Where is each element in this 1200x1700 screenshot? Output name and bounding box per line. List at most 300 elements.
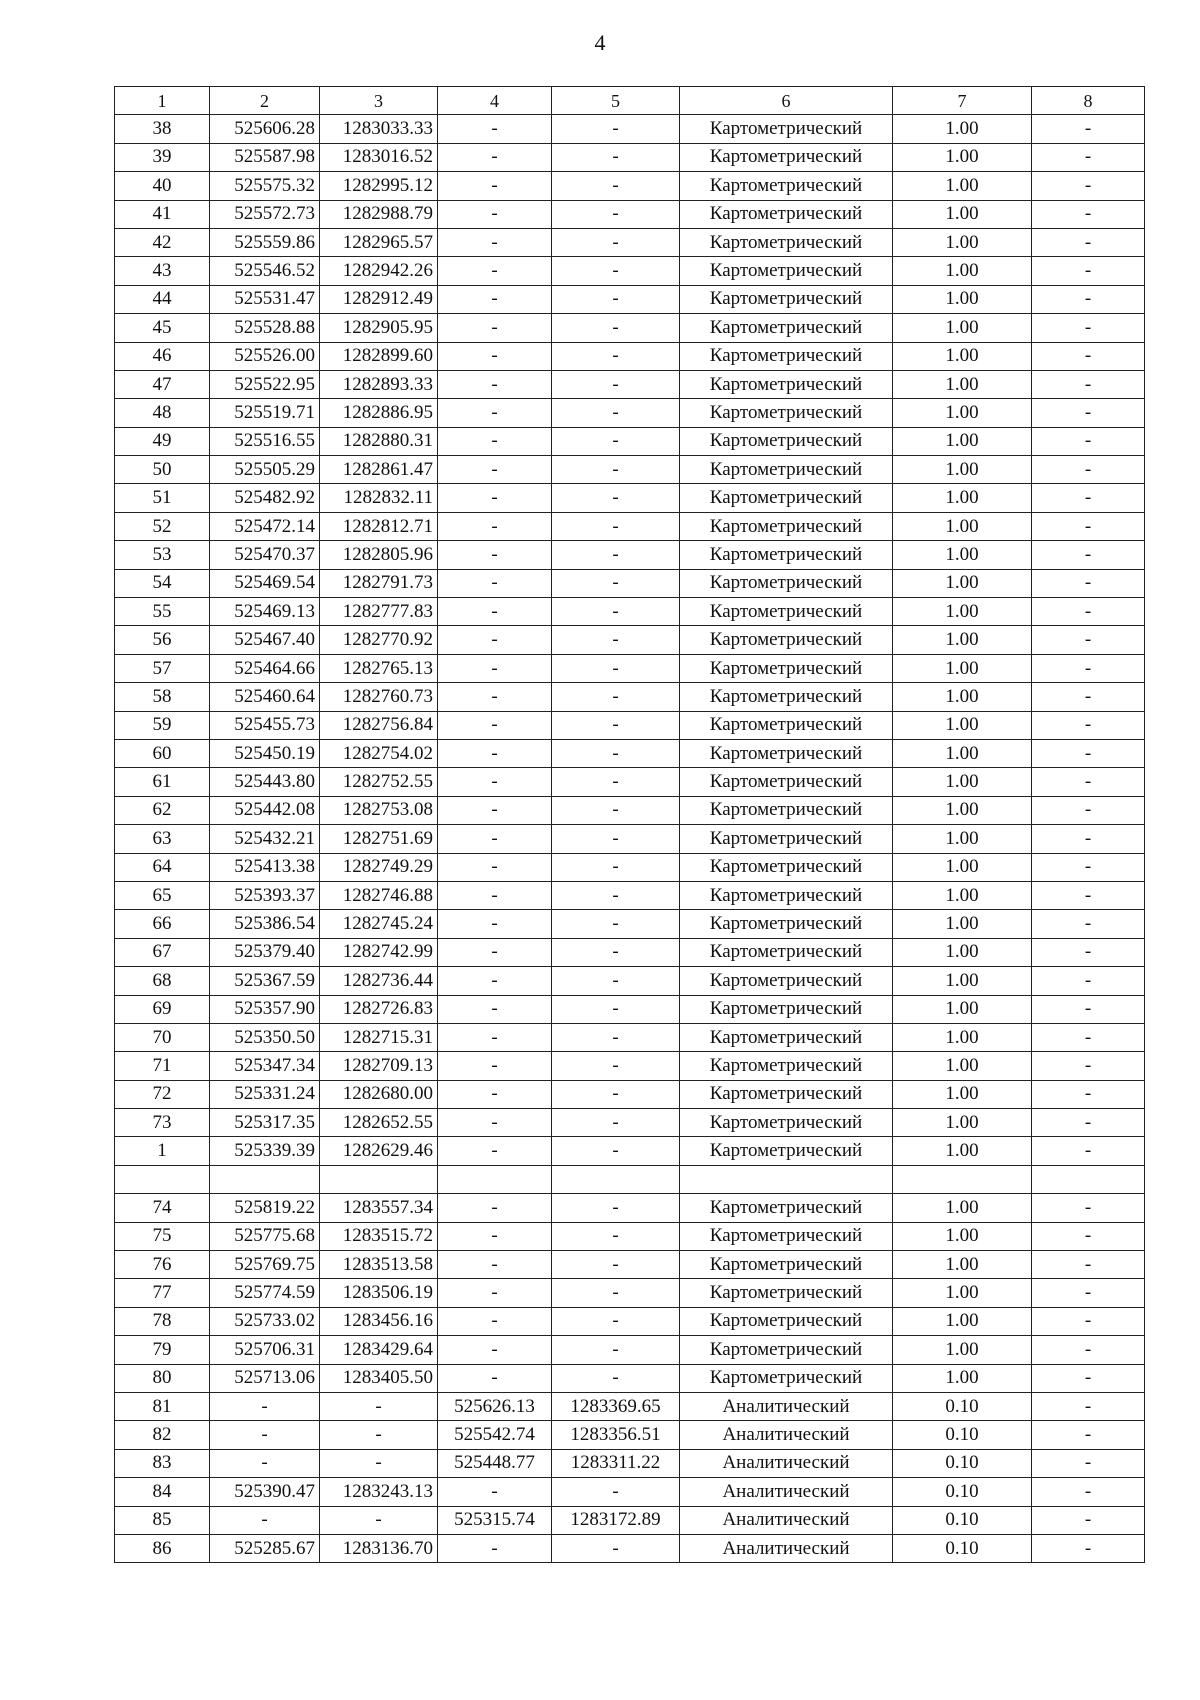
y-coordinate-cell: 1282995.12 (320, 172, 438, 200)
x-alt-coordinate-cell: - (438, 711, 552, 739)
x-coordinate-cell: 525467.40 (210, 626, 320, 654)
note-cell: - (1032, 257, 1145, 285)
accuracy-cell: 1.00 (893, 1052, 1032, 1080)
y-alt-coordinate-cell: - (552, 200, 680, 228)
y-coordinate-cell: 1282805.96 (320, 541, 438, 569)
x-coordinate-cell: 525516.55 (210, 427, 320, 455)
y-alt-coordinate-cell: - (552, 541, 680, 569)
point-number-cell: 41 (115, 200, 210, 228)
table-row (115, 143, 1145, 171)
accuracy-cell: 1.00 (893, 257, 1032, 285)
y-alt-coordinate-cell: - (552, 342, 680, 370)
x-alt-coordinate-cell: - (438, 881, 552, 909)
y-coordinate-cell: 1282965.57 (320, 228, 438, 256)
note-cell: - (1032, 342, 1145, 370)
accuracy-cell: 1.00 (893, 370, 1032, 398)
x-coordinate-cell: - (210, 1449, 320, 1477)
point-number-cell: 53 (115, 541, 210, 569)
note-cell: - (1032, 172, 1145, 200)
point-number-cell: 51 (115, 484, 210, 512)
y-coordinate-cell: 1283557.34 (320, 1194, 438, 1222)
y-alt-coordinate-cell: - (552, 683, 680, 711)
x-alt-coordinate-cell: - (438, 1307, 552, 1335)
table-row (115, 1478, 1145, 1506)
x-coordinate-cell: 525317.35 (210, 1109, 320, 1137)
x-alt-coordinate-cell: - (438, 512, 552, 540)
x-coordinate-cell: 525713.06 (210, 1364, 320, 1392)
method-cell: Картометрический (680, 739, 893, 767)
accuracy-cell: 1.00 (893, 1279, 1032, 1307)
point-number-cell: 81 (115, 1392, 210, 1420)
method-cell: Картометрический (680, 967, 893, 995)
y-alt-coordinate-cell: - (552, 654, 680, 682)
y-coordinate-cell: - (320, 1392, 438, 1420)
column-header: 4 (438, 87, 552, 115)
table-row (115, 456, 1145, 484)
method-cell: Картометрический (680, 1307, 893, 1335)
table-row (115, 200, 1145, 228)
note-cell: - (1032, 768, 1145, 796)
y-alt-coordinate-cell: 1283311.22 (552, 1449, 680, 1477)
x-coordinate-cell: 525443.80 (210, 768, 320, 796)
y-coordinate-cell: 1283506.19 (320, 1279, 438, 1307)
accuracy-cell: 1.00 (893, 1080, 1032, 1108)
table-row (115, 541, 1145, 569)
note-cell: - (1032, 1052, 1145, 1080)
y-coordinate-cell: 1283243.13 (320, 1478, 438, 1506)
y-coordinate-cell: - (320, 1506, 438, 1534)
x-coordinate-cell: 525575.32 (210, 172, 320, 200)
x-coordinate-cell: 525522.95 (210, 370, 320, 398)
note-cell: - (1032, 512, 1145, 540)
y-coordinate-cell: 1282893.33 (320, 370, 438, 398)
note-cell: - (1032, 1222, 1145, 1250)
y-alt-coordinate-cell: - (552, 1194, 680, 1222)
note-cell: - (1032, 683, 1145, 711)
y-alt-coordinate-cell: - (552, 484, 680, 512)
point-number-cell: 46 (115, 342, 210, 370)
y-coordinate-cell: 1282988.79 (320, 200, 438, 228)
method-cell: Аналитический (680, 1392, 893, 1420)
accuracy-cell: 1.00 (893, 626, 1032, 654)
x-coordinate-cell: 525769.75 (210, 1251, 320, 1279)
x-coordinate-cell: 525775.68 (210, 1222, 320, 1250)
table-row (115, 938, 1145, 966)
column-header: 7 (893, 87, 1032, 115)
x-coordinate-cell (210, 1165, 320, 1193)
note-cell: - (1032, 569, 1145, 597)
table-row (115, 115, 1145, 143)
x-alt-coordinate-cell: - (438, 1052, 552, 1080)
table-row (115, 654, 1145, 682)
x-alt-coordinate-cell: - (438, 228, 552, 256)
point-number-cell: 45 (115, 314, 210, 342)
point-number-cell: 43 (115, 257, 210, 285)
accuracy-cell: 1.00 (893, 172, 1032, 200)
note-cell: - (1032, 853, 1145, 881)
point-number-cell: 63 (115, 825, 210, 853)
note-cell: - (1032, 456, 1145, 484)
column-header: 2 (210, 87, 320, 115)
accuracy-cell: 1.00 (893, 1364, 1032, 1392)
point-number-cell: 38 (115, 115, 210, 143)
x-coordinate-cell: 525587.98 (210, 143, 320, 171)
method-cell: Картометрический (680, 825, 893, 853)
x-coordinate-cell: 525470.37 (210, 541, 320, 569)
point-number-cell: 66 (115, 910, 210, 938)
y-alt-coordinate-cell: - (552, 626, 680, 654)
table-row (115, 1165, 1145, 1193)
table-body (115, 115, 1145, 1563)
method-cell: Картометрический (680, 654, 893, 682)
y-alt-coordinate-cell: - (552, 370, 680, 398)
y-coordinate-cell: 1282754.02 (320, 739, 438, 767)
note-cell: - (1032, 654, 1145, 682)
y-alt-coordinate-cell: - (552, 172, 680, 200)
y-alt-coordinate-cell: - (552, 1336, 680, 1364)
x-alt-coordinate-cell: - (438, 1534, 552, 1562)
x-alt-coordinate-cell: - (438, 995, 552, 1023)
y-alt-coordinate-cell: - (552, 314, 680, 342)
y-alt-coordinate-cell: 1283369.65 (552, 1392, 680, 1420)
method-cell: Картометрический (680, 910, 893, 938)
x-coordinate-cell: 525531.47 (210, 285, 320, 313)
accuracy-cell: 1.00 (893, 654, 1032, 682)
x-coordinate-cell: 525559.86 (210, 228, 320, 256)
table-row (115, 1336, 1145, 1364)
note-cell: - (1032, 228, 1145, 256)
y-coordinate-cell: 1282880.31 (320, 427, 438, 455)
point-number-cell: 65 (115, 881, 210, 909)
point-number-cell: 57 (115, 654, 210, 682)
y-coordinate-cell: 1282760.73 (320, 683, 438, 711)
table-row (115, 1364, 1145, 1392)
method-cell: Картометрический (680, 626, 893, 654)
method-cell: Картометрический (680, 427, 893, 455)
table-row (115, 1222, 1145, 1250)
x-coordinate-cell: 525350.50 (210, 1023, 320, 1051)
x-alt-coordinate-cell: - (438, 825, 552, 853)
method-cell: Картометрический (680, 683, 893, 711)
table-row (115, 1080, 1145, 1108)
x-coordinate-cell: 525331.24 (210, 1080, 320, 1108)
method-cell: Картометрический (680, 853, 893, 881)
method-cell (680, 1165, 893, 1193)
x-alt-coordinate-cell: - (438, 200, 552, 228)
y-alt-coordinate-cell: - (552, 967, 680, 995)
x-alt-coordinate-cell: - (438, 1109, 552, 1137)
x-coordinate-cell: 525285.67 (210, 1534, 320, 1562)
note-cell: - (1032, 484, 1145, 512)
accuracy-cell: 1.00 (893, 314, 1032, 342)
point-number-cell: 62 (115, 796, 210, 824)
method-cell: Картометрический (680, 1194, 893, 1222)
accuracy-cell: 0.10 (893, 1392, 1032, 1420)
y-coordinate-cell: 1283016.52 (320, 143, 438, 171)
accuracy-cell: 1.00 (893, 796, 1032, 824)
y-alt-coordinate-cell: - (552, 1364, 680, 1392)
point-number-cell: 67 (115, 938, 210, 966)
y-alt-coordinate-cell: - (552, 1534, 680, 1562)
point-number-cell: 77 (115, 1279, 210, 1307)
table-row (115, 910, 1145, 938)
y-alt-coordinate-cell: - (552, 512, 680, 540)
x-alt-coordinate-cell: - (438, 257, 552, 285)
note-cell: - (1032, 626, 1145, 654)
x-alt-coordinate-cell: - (438, 1137, 552, 1165)
y-coordinate-cell (320, 1165, 438, 1193)
y-coordinate-cell: 1282629.46 (320, 1137, 438, 1165)
note-cell: - (1032, 995, 1145, 1023)
y-alt-coordinate-cell: 1283356.51 (552, 1421, 680, 1449)
method-cell: Картометрический (680, 1080, 893, 1108)
x-coordinate-cell: 525528.88 (210, 314, 320, 342)
point-number-cell: 76 (115, 1251, 210, 1279)
x-coordinate-cell: 525367.59 (210, 967, 320, 995)
note-cell: - (1032, 1478, 1145, 1506)
table-row (115, 995, 1145, 1023)
accuracy-cell: 1.00 (893, 995, 1032, 1023)
column-header: 5 (552, 87, 680, 115)
y-coordinate-cell: 1282726.83 (320, 995, 438, 1023)
x-alt-coordinate-cell: - (438, 484, 552, 512)
x-coordinate-cell: 525546.52 (210, 257, 320, 285)
x-alt-coordinate-cell: - (438, 1194, 552, 1222)
x-coordinate-cell: - (210, 1392, 320, 1420)
accuracy-cell (893, 1165, 1032, 1193)
x-alt-coordinate-cell: - (438, 853, 552, 881)
y-alt-coordinate-cell: - (552, 257, 680, 285)
table-row (115, 285, 1145, 313)
accuracy-cell: 1.00 (893, 598, 1032, 626)
note-cell: - (1032, 1194, 1145, 1222)
accuracy-cell: 1.00 (893, 512, 1032, 540)
x-alt-coordinate-cell: - (438, 768, 552, 796)
method-cell: Картометрический (680, 796, 893, 824)
y-coordinate-cell: 1282715.31 (320, 1023, 438, 1051)
y-coordinate-cell: 1282942.26 (320, 257, 438, 285)
table-row (115, 512, 1145, 540)
method-cell: Картометрический (680, 200, 893, 228)
note-cell: - (1032, 1109, 1145, 1137)
method-cell: Картометрический (680, 541, 893, 569)
y-alt-coordinate-cell: - (552, 711, 680, 739)
method-cell: Картометрический (680, 1137, 893, 1165)
x-alt-coordinate-cell: - (438, 683, 552, 711)
page-number: 4 (594, 30, 606, 55)
table-row (115, 796, 1145, 824)
table-row (115, 569, 1145, 597)
y-alt-coordinate-cell: - (552, 285, 680, 313)
accuracy-cell: 1.00 (893, 1336, 1032, 1364)
y-coordinate-cell: 1282749.29 (320, 853, 438, 881)
x-alt-coordinate-cell: 525626.13 (438, 1392, 552, 1420)
table-header-row (115, 87, 1145, 115)
table-row (115, 1392, 1145, 1420)
point-number-cell: 52 (115, 512, 210, 540)
accuracy-cell: 1.00 (893, 1194, 1032, 1222)
y-coordinate-cell: 1283515.72 (320, 1222, 438, 1250)
y-coordinate-cell: 1282886.95 (320, 399, 438, 427)
method-cell: Картометрический (680, 1109, 893, 1137)
note-cell: - (1032, 1392, 1145, 1420)
point-number-cell: 78 (115, 1307, 210, 1335)
point-number-cell: 59 (115, 711, 210, 739)
y-alt-coordinate-cell: - (552, 1023, 680, 1051)
y-coordinate-cell: 1283136.70 (320, 1534, 438, 1562)
note-cell: - (1032, 1137, 1145, 1165)
y-alt-coordinate-cell: - (552, 115, 680, 143)
point-number-cell: 86 (115, 1534, 210, 1562)
x-alt-coordinate-cell: - (438, 938, 552, 966)
y-coordinate-cell: 1282832.11 (320, 484, 438, 512)
x-alt-coordinate-cell: - (438, 456, 552, 484)
y-alt-coordinate-cell: - (552, 1222, 680, 1250)
note-cell: - (1032, 1279, 1145, 1307)
table-row (115, 1534, 1145, 1562)
table-row (115, 228, 1145, 256)
table-row (115, 598, 1145, 626)
accuracy-cell: 1.00 (893, 910, 1032, 938)
note-cell: - (1032, 825, 1145, 853)
accuracy-cell: 0.10 (893, 1421, 1032, 1449)
note-cell: - (1032, 967, 1145, 995)
x-coordinate-cell: 525455.73 (210, 711, 320, 739)
y-alt-coordinate-cell: - (552, 1279, 680, 1307)
x-alt-coordinate-cell: - (438, 1336, 552, 1364)
table-row (115, 1023, 1145, 1051)
accuracy-cell: 1.00 (893, 484, 1032, 512)
point-number-cell: 82 (115, 1421, 210, 1449)
x-coordinate-cell: 525774.59 (210, 1279, 320, 1307)
y-alt-coordinate-cell: - (552, 1052, 680, 1080)
x-alt-coordinate-cell: - (438, 115, 552, 143)
accuracy-cell: 1.00 (893, 541, 1032, 569)
accuracy-cell: 1.00 (893, 427, 1032, 455)
accuracy-cell: 1.00 (893, 200, 1032, 228)
x-coordinate-cell: 525526.00 (210, 342, 320, 370)
table-row (115, 825, 1145, 853)
point-number-cell: 84 (115, 1478, 210, 1506)
y-alt-coordinate-cell: - (552, 1109, 680, 1137)
y-alt-coordinate-cell: - (552, 427, 680, 455)
table-row (115, 1194, 1145, 1222)
point-number-cell: 64 (115, 853, 210, 881)
table-row (115, 626, 1145, 654)
column-header: 3 (320, 87, 438, 115)
note-cell: - (1032, 285, 1145, 313)
y-alt-coordinate-cell: - (552, 995, 680, 1023)
method-cell: Картометрический (680, 512, 893, 540)
y-alt-coordinate-cell: - (552, 938, 680, 966)
y-alt-coordinate-cell: - (552, 1251, 680, 1279)
x-alt-coordinate-cell: - (438, 427, 552, 455)
note-cell: - (1032, 1449, 1145, 1477)
note-cell: - (1032, 115, 1145, 143)
x-coordinate-cell: 525572.73 (210, 200, 320, 228)
accuracy-cell: 1.00 (893, 683, 1032, 711)
method-cell: Аналитический (680, 1421, 893, 1449)
y-alt-coordinate-cell: - (552, 1137, 680, 1165)
x-alt-coordinate-cell: - (438, 1080, 552, 1108)
point-number-cell: 72 (115, 1080, 210, 1108)
point-number-cell: 55 (115, 598, 210, 626)
y-alt-coordinate-cell: - (552, 143, 680, 171)
x-alt-coordinate-cell: 525315.74 (438, 1506, 552, 1534)
y-coordinate-cell: 1282905.95 (320, 314, 438, 342)
y-coordinate-cell: 1282752.55 (320, 768, 438, 796)
x-coordinate-cell: 525432.21 (210, 825, 320, 853)
y-coordinate-cell: 1282812.71 (320, 512, 438, 540)
y-alt-coordinate-cell: 1283172.89 (552, 1506, 680, 1534)
note-cell: - (1032, 1421, 1145, 1449)
y-coordinate-cell: 1282912.49 (320, 285, 438, 313)
point-number-cell: 42 (115, 228, 210, 256)
x-alt-coordinate-cell: - (438, 1222, 552, 1250)
table-row (115, 1506, 1145, 1534)
y-coordinate-cell: 1282770.92 (320, 626, 438, 654)
y-coordinate-cell: 1283033.33 (320, 115, 438, 143)
y-coordinate-cell: 1283405.50 (320, 1364, 438, 1392)
point-number-cell: 60 (115, 739, 210, 767)
table-row (115, 1251, 1145, 1279)
table-row (115, 484, 1145, 512)
method-cell: Картометрический (680, 1222, 893, 1250)
note-cell: - (1032, 1307, 1145, 1335)
point-number-cell: 69 (115, 995, 210, 1023)
point-number-cell: 85 (115, 1506, 210, 1534)
point-number-cell: 56 (115, 626, 210, 654)
point-number-cell: 74 (115, 1194, 210, 1222)
method-cell: Картометрический (680, 484, 893, 512)
y-coordinate-cell: 1282777.83 (320, 598, 438, 626)
accuracy-cell: 1.00 (893, 569, 1032, 597)
method-cell: Картометрический (680, 995, 893, 1023)
method-cell: Картометрический (680, 1279, 893, 1307)
y-coordinate-cell: - (320, 1449, 438, 1477)
x-coordinate-cell: 525460.64 (210, 683, 320, 711)
x-coordinate-cell: 525519.71 (210, 399, 320, 427)
note-cell: - (1032, 370, 1145, 398)
accuracy-cell: 1.00 (893, 143, 1032, 171)
x-coordinate-cell: 525393.37 (210, 881, 320, 909)
x-alt-coordinate-cell: - (438, 143, 552, 171)
y-alt-coordinate-cell: - (552, 881, 680, 909)
x-coordinate-cell: 525472.14 (210, 512, 320, 540)
x-coordinate-cell: 525357.90 (210, 995, 320, 1023)
accuracy-cell: 1.00 (893, 711, 1032, 739)
point-number-cell: 73 (115, 1109, 210, 1137)
accuracy-cell: 1.00 (893, 342, 1032, 370)
accuracy-cell: 1.00 (893, 967, 1032, 995)
column-header: 8 (1032, 87, 1145, 115)
y-coordinate-cell: 1283456.16 (320, 1307, 438, 1335)
x-coordinate-cell: 525339.39 (210, 1137, 320, 1165)
x-coordinate-cell: 525413.38 (210, 853, 320, 881)
y-coordinate-cell: 1282652.55 (320, 1109, 438, 1137)
y-coordinate-cell: 1282861.47 (320, 456, 438, 484)
note-cell (1032, 1165, 1145, 1193)
y-coordinate-cell: 1282899.60 (320, 342, 438, 370)
x-alt-coordinate-cell: - (438, 910, 552, 938)
method-cell: Картометрический (680, 598, 893, 626)
table-row (115, 1109, 1145, 1137)
x-alt-coordinate-cell: - (438, 569, 552, 597)
accuracy-cell: 1.00 (893, 853, 1032, 881)
x-coordinate-cell: 525386.54 (210, 910, 320, 938)
x-alt-coordinate-cell: - (438, 314, 552, 342)
x-alt-coordinate-cell: - (438, 1279, 552, 1307)
